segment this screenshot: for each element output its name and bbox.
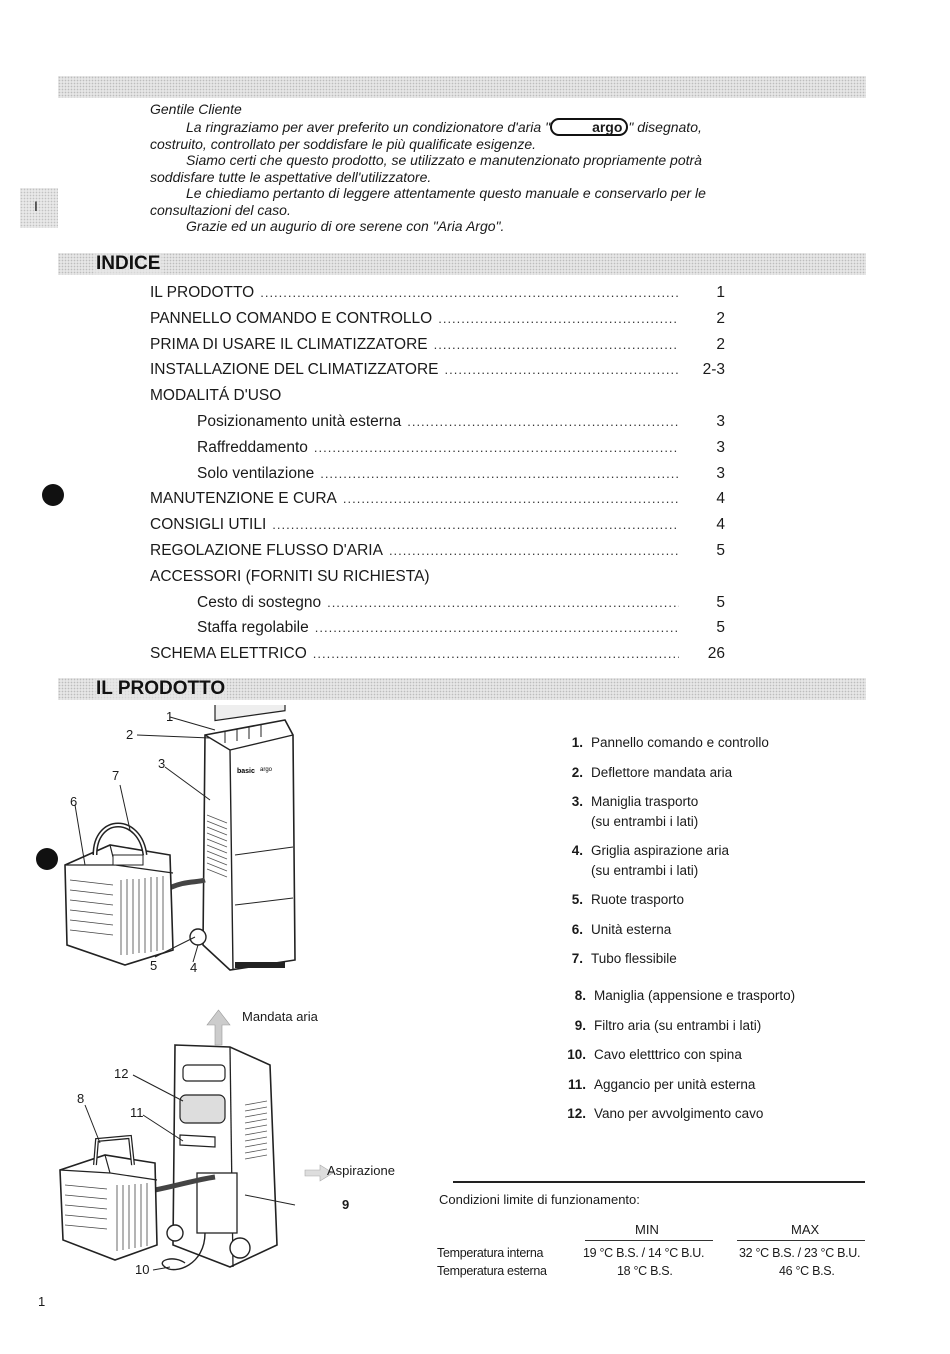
conditions-label: Temperatura esterna: [437, 1264, 547, 1278]
toc-leader: [260, 282, 679, 304]
callout-12: 12: [114, 1066, 129, 1081]
toc-leader: [438, 308, 679, 330]
product-illustration-top: [55, 705, 355, 985]
legend-number: 5.: [571, 892, 583, 907]
legend-item: [555, 920, 769, 940]
toc-label: Staffa regolabile: [197, 619, 309, 637]
toc-leader: [320, 463, 679, 485]
legend-number: 11.: [567, 1076, 586, 1092]
toc-page: 4: [716, 516, 725, 534]
toc-label: MODALITÁ D'USO: [150, 387, 282, 405]
toc-page: 2-3: [702, 361, 725, 379]
conditions-col-min: MIN: [635, 1222, 659, 1237]
legend-number: 3.: [571, 794, 583, 809]
legend-top: [555, 733, 769, 979]
toc-row[interactable]: [150, 385, 725, 411]
index-band: [58, 253, 866, 275]
toc-row[interactable]: [150, 514, 725, 540]
conditions-min: 19 °C B.S. / 14 °C B.U.: [583, 1246, 705, 1260]
legend-text: Tubo flessibile: [591, 951, 677, 966]
product-illustration-bottom: [55, 1005, 385, 1295]
legend-number: 1.: [571, 735, 583, 750]
toc-label: REGOLAZIONE FLUSSO D'ARIA: [150, 541, 383, 559]
legend-text: Aggancio per unità esterna: [594, 1076, 756, 1092]
legend-item: [558, 1016, 795, 1036]
legend-text: Griglia aspirazione aria: [591, 843, 730, 858]
toc-row[interactable]: [150, 592, 725, 618]
legend-number: 6.: [571, 921, 583, 937]
toc-label: INSTALLAZIONE DEL CLIMATIZZATORE: [150, 361, 439, 379]
intro-line-1: [150, 118, 720, 153]
legend-number: 4.: [571, 843, 583, 858]
toc-page: 26: [707, 645, 725, 663]
legend-bottom: [558, 986, 795, 1134]
legend-item: [558, 1075, 795, 1095]
toc-label: CONSIGLI UTILI: [150, 516, 267, 534]
intro-greeting: Gentile Cliente: [150, 101, 242, 117]
legend-item: [558, 1045, 795, 1065]
toc-leader: [389, 540, 679, 562]
callout-3: 3: [158, 756, 166, 771]
toc-page: 4: [716, 490, 725, 508]
legend-number: 7.: [571, 951, 583, 966]
toc-leader: [434, 334, 679, 356]
toc-page: 1: [716, 284, 725, 301]
toc-label: PRIMA DI USARE IL CLIMATIZZATORE: [150, 335, 428, 353]
callout-5: 5: [150, 958, 158, 973]
toc-row[interactable]: [150, 282, 725, 308]
label-aspirazione: Aspirazione: [327, 1163, 395, 1178]
callout-1: 1: [166, 709, 174, 724]
argo-logo: argo: [550, 118, 628, 136]
intro-line-2: Siamo certi che questo prodotto, se utilizzato e manutenzionato propriamente potrà soddisfare tutte le aspettative dell'utilizzatore.: [150, 152, 702, 185]
legend-text: Vano per avvolgimento cavo: [594, 1106, 764, 1121]
conditions-col-max: MAX: [791, 1222, 820, 1237]
side-tab-label: I: [34, 198, 38, 214]
intro-line-4: Grazie ed un augurio di ore serene con "Aria Argo".: [186, 218, 505, 234]
toc-row[interactable]: [150, 359, 725, 385]
toc-row[interactable]: [150, 463, 725, 489]
legend-text: Pannello comando e controllo: [591, 735, 769, 750]
legend-item: [555, 792, 769, 831]
legend-number: 9.: [574, 1017, 586, 1033]
toc-page: 2: [716, 309, 725, 327]
conditions-min-rule: [585, 1240, 713, 1241]
side-tab: [20, 188, 58, 228]
legend-number: 2.: [571, 764, 583, 780]
conditions-max-rule: [737, 1240, 865, 1241]
legend-item: [555, 733, 769, 753]
legend-number: 8.: [574, 988, 586, 1003]
legend-text: Maniglia (appensione e trasporto): [594, 988, 796, 1003]
legend-item: [555, 949, 769, 969]
legend-text: Ruote trasporto: [591, 892, 685, 907]
header-band: [58, 76, 866, 98]
label-mandata-aria: Mandata aria: [242, 1009, 318, 1024]
front-logo-label: argo: [260, 767, 273, 773]
table-of-contents: [150, 282, 725, 669]
callout-10: 10: [135, 1262, 150, 1277]
toc-page: 3: [716, 412, 725, 430]
toc-row[interactable]: [150, 437, 725, 463]
toc-leader: [313, 643, 679, 665]
toc-row[interactable]: [150, 308, 725, 334]
toc-row[interactable]: [150, 411, 725, 437]
callout-8: 8: [77, 1091, 85, 1106]
toc-page: 5: [716, 619, 725, 637]
toc-label: Solo ventilazione: [197, 464, 315, 482]
callout-11: 11: [130, 1105, 144, 1120]
legend-item: [555, 841, 769, 880]
toc-row[interactable]: [150, 643, 725, 669]
conditions-max: 46 °C B.S.: [779, 1264, 835, 1278]
intro-line-1b: " disegnato, costruito, controllato per soddisfare le più qualificate esigenze.: [150, 118, 702, 152]
toc-row[interactable]: [150, 566, 725, 592]
legend-number: 12.: [567, 1106, 586, 1121]
toc-leader: [314, 437, 679, 459]
intro-letter: [150, 101, 720, 235]
callout-7: 7: [112, 768, 120, 783]
toc-page: 3: [716, 438, 725, 456]
intro-line-3: Le chiediamo pertanto di leggere attentamente questo manuale e conservarlo per le consultazioni del caso.: [150, 185, 706, 218]
legend-text: Unità esterna: [591, 921, 672, 937]
legend-item: [555, 763, 769, 783]
callout-9: 9: [342, 1197, 350, 1212]
intro-line-1a: La ringraziamo per aver preferito un condizionatore d'aria ": [186, 118, 551, 135]
toc-label: PANNELLO COMANDO E CONTROLLO: [150, 309, 433, 327]
toc-leader: [407, 411, 679, 433]
index-title: INDICE: [96, 253, 161, 274]
legend-subtext: (su entrambi i lati): [591, 813, 699, 829]
product-title: IL PRODOTTO: [96, 678, 226, 699]
legend-subtext: (su entrambi i lati): [591, 862, 699, 878]
toc-label: Raffreddamento: [197, 438, 308, 456]
toc-leader: [315, 617, 679, 639]
conditions-title: Condizioni limite di funzionamento:: [439, 1192, 640, 1207]
legend-number: 10.: [567, 1047, 586, 1062]
legend-text: Maniglia trasporto: [591, 794, 699, 809]
toc-page: 5: [716, 541, 725, 559]
toc-row[interactable]: [150, 617, 725, 643]
callout-4: 4: [190, 960, 198, 975]
toc-leader: [272, 514, 679, 536]
toc-leader: [343, 488, 679, 510]
toc-label: IL PRODOTTO: [150, 284, 255, 301]
toc-label: Posizionamento unità esterna: [197, 412, 402, 430]
toc-label: SCHEMA ELETTRICO: [150, 645, 307, 663]
binder-hole-top: [42, 484, 64, 506]
toc-row[interactable]: [150, 488, 725, 514]
conditions-label: Temperatura interna: [437, 1246, 544, 1260]
callout-2: 2: [126, 727, 134, 742]
legend-text: Deflettore mandata aria: [591, 764, 733, 780]
legend-text: Filtro aria (su entrambi i lati): [594, 1017, 762, 1033]
toc-row[interactable]: [150, 540, 725, 566]
front-brand-label: basic: [237, 768, 255, 775]
toc-leader: [327, 592, 679, 614]
toc-label: Cesto di sostegno: [197, 593, 322, 611]
conditions-rule: [453, 1181, 865, 1183]
legend-item: [558, 1104, 795, 1124]
toc-label: MANUTENZIONE E CURA: [150, 490, 337, 508]
conditions-min: 18 °C B.S.: [617, 1264, 673, 1278]
callout-6: 6: [70, 794, 78, 809]
legend-text: Cavo eletttrico con spina: [594, 1047, 742, 1062]
toc-page: 3: [716, 464, 725, 482]
toc-page: 2: [716, 335, 725, 353]
conditions-max: 32 °C B.S. / 23 °C B.U.: [739, 1246, 861, 1260]
toc-leader: [445, 359, 679, 381]
legend-item: [555, 890, 769, 910]
toc-label: ACCESSORI (FORNITI SU RICHIESTA): [150, 567, 430, 585]
toc-row[interactable]: [150, 334, 725, 360]
legend-item: [558, 986, 795, 1006]
page-number: 1: [38, 1294, 46, 1309]
toc-page: 5: [716, 593, 725, 611]
